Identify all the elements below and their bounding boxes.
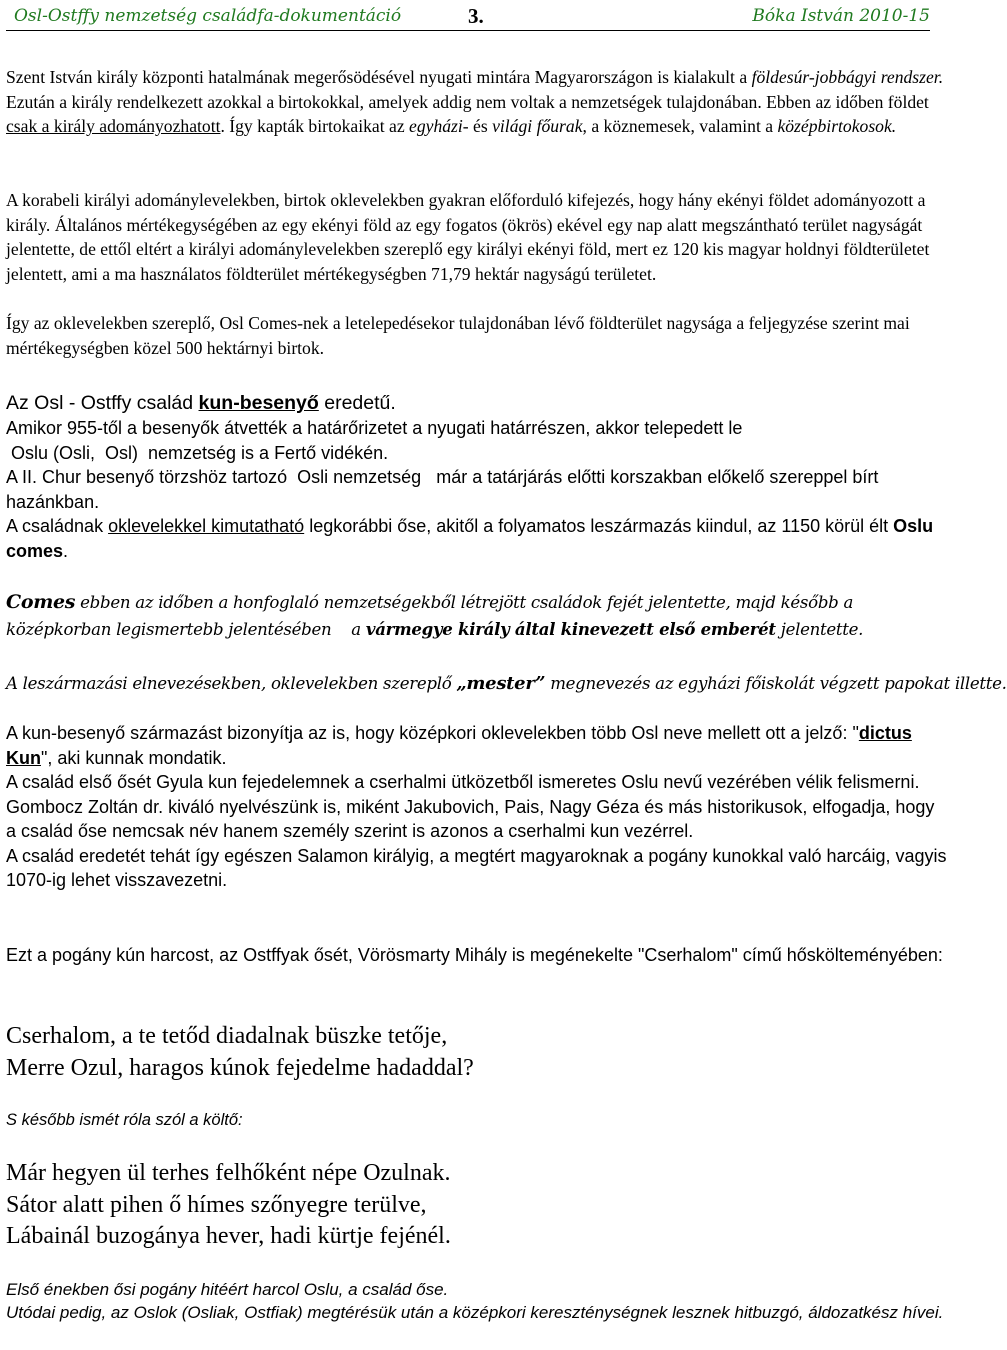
text-italic: világi főurak: [492, 116, 583, 136]
paragraph-comes-definition: [6, 589, 948, 643]
text: ebben az időben a honfoglaló nemzetségekből létrejött családok fejét jelentette, majd később a középkorban legismertebb jelentésében a: [6, 593, 859, 639]
page-number: 3.: [468, 4, 484, 28]
section-kun-evidence: [6, 721, 948, 893]
text: eredetű.: [318, 392, 396, 414]
text: legkorábbi őse, akitől a folyamatos leszármazás kiindul, az 1150 körül élt: [304, 516, 894, 536]
paragraph-feudal-system: [6, 65, 948, 139]
text: és: [468, 116, 493, 136]
paragraph-closing: [6, 1278, 948, 1324]
text-underlined: oklevelekkel kimutatható: [108, 516, 305, 536]
text: A leszármazási elnevezésekben, oklevelekben szereplő: [6, 674, 457, 693]
header-title: Osl-Ostffy nemzetség családfa-dokumentáció: [14, 6, 402, 26]
poem-quote-1: [6, 1021, 948, 1084]
paragraph-poet-again: S később ismét róla szól a költő:: [6, 1111, 243, 1129]
text: , a köznemesek, valamint a: [582, 116, 778, 136]
text-line: Oslu (Osli, Osl) nemzetség is a Fertő vidékén.: [6, 442, 389, 463]
text: Az Osl - Ostffy család: [6, 392, 199, 414]
section-kun-besenyo-origin: [6, 390, 948, 563]
text-italic: középbirtokosok.: [777, 116, 897, 136]
text: jelentette.: [775, 620, 864, 639]
text: A családnak: [6, 516, 109, 536]
paragraph-mester: [6, 670, 1007, 697]
text-bold-underlined: kun-besenyő: [198, 392, 319, 414]
poem-line: Cserhalom, a te tetőd diadalnak büszke tetője,: [6, 1023, 448, 1049]
text-line: Utódai pedig, az Oslok (Osliak, Ostfiak) megtérésük után a középkori kereszténységnek lesznek hitbuzgó, áldozatkész hívei.: [6, 1303, 944, 1322]
text-paragraph: A család eredetét tehát így egészen Salamon királyig, a megtért magyaroknak a pogány kunokkal való harcáig, vagyis 1070-ig lehet visszavezetni.: [6, 845, 947, 890]
text: ", aki kunnak mondatik.: [41, 747, 227, 768]
text-paragraph: A család első ősét Gyula kun fejedelemnek a cserhalmi ütközetből ismeretes Oslu nevű vezérében vélik felismerni. Gombocz Zoltán dr. kiváló nyelvészünk is, miként Jakubovich, Pais, Nagy Géza és más historikusok, elfogadja, hogy a család őse nemcsak név hanem személy szerint is azonos a cserhalmi kun vezérrel.: [6, 772, 935, 841]
heading-origin: [6, 390, 948, 416]
text-bold: Oslu comes: [6, 516, 934, 561]
paragraph-vorosmarty: Ezt a pogány kún harcost, az Ostffyak ősét, Vörösmarty Mihály is megénekelte "Cserhalom" című hőskölteményében:: [6, 945, 943, 965]
text-italic: egyházi-: [409, 116, 469, 136]
poem-line: Sátor alatt pihen ő hímes szőnyegre terülve,: [6, 1191, 427, 1218]
text-line: Első énekben ősi pogány hitéért harcol Oslu, a család őse.: [6, 1280, 449, 1299]
text: Szent István király központi hatalmának megerősödésével nyugati mintára Magyarországon is kialakult a: [6, 67, 752, 87]
text-italic: földesúr-jobbágyi rendszer.: [751, 67, 944, 87]
poem-line: Lábainál buzogánya hever, hadi kürtje fejénél.: [6, 1223, 451, 1249]
poem-line: Már hegyen ül terhes felhőként népe Ozulnak.: [6, 1160, 451, 1186]
header-author-date: Bóka István 2010-15: [752, 6, 930, 26]
paragraph-ekenyi-fold: A korabeli királyi adománylevelekben, birtok oklevelekben gyakran előforduló kifejezés, hogy hány ekényi földet adományozott a király. Általános mértékegységében az egy ekényi föld az egy fogatos (ökrös) ekével egy nap alatt megszántható terület nagyságát jelentette, de ettől eltért a királyi adománylevelekben szereplő egy királyi ekényi föld, mert ez 120 kis magyar holdnyi földterületet jelentett, ami a ma használatos földterület mértékegységben 71,79 hektár nagyságú területet.: [6, 190, 930, 284]
text: megnevezés az egyházi főiskolát végzett papokat illette.: [545, 674, 1007, 693]
text-line: A II. Chur besenyő törzshöz tartozó Osli nemzetség már a tatárjárás előtti korszakban előkelő szereppel bírt hazánkban.: [6, 467, 884, 512]
text-bold-underlined: dictus Kun: [6, 723, 912, 768]
text: .: [63, 540, 69, 561]
text-bold: „mester”: [456, 673, 546, 694]
text: Ezután a király rendelkezett azokkal a birtokokkal, amelyek addig nem voltak a nemzetségek tulajdonában. Ebben az időben földet: [6, 91, 929, 112]
text-bold: vármegye király által kinevezett első emberét: [365, 619, 776, 639]
text-line: Amikor 955-től a besenyők átvették a határőrizetet a nyugati határrészen, akkor telepedett le: [6, 418, 743, 438]
poem-line: Merre Ozul, haragos kúnok fejedelme hadaddal?: [6, 1054, 474, 1081]
paragraph-osl-comes-land: Így az oklevelekben szereplő, Osl Comes-nek a letelepedésekor tulajdonában lévő földterület nagysága a feljegyzése szerint mai mértékegységben közel 500 hektárnyi birtok.: [6, 313, 910, 358]
text-bold: Comes: [6, 591, 76, 613]
text-underlined: csak a király adományozhatott: [6, 116, 221, 136]
page-header: [6, 2, 930, 31]
poem-quote-2: [6, 1158, 948, 1253]
text: . Így kapták birtokaikat az: [220, 116, 410, 136]
text: A kun-besenyő származást bizonyítja az is, hogy középkori oklevelekben több Osl neve mellett ott a jelző: ": [6, 723, 859, 743]
